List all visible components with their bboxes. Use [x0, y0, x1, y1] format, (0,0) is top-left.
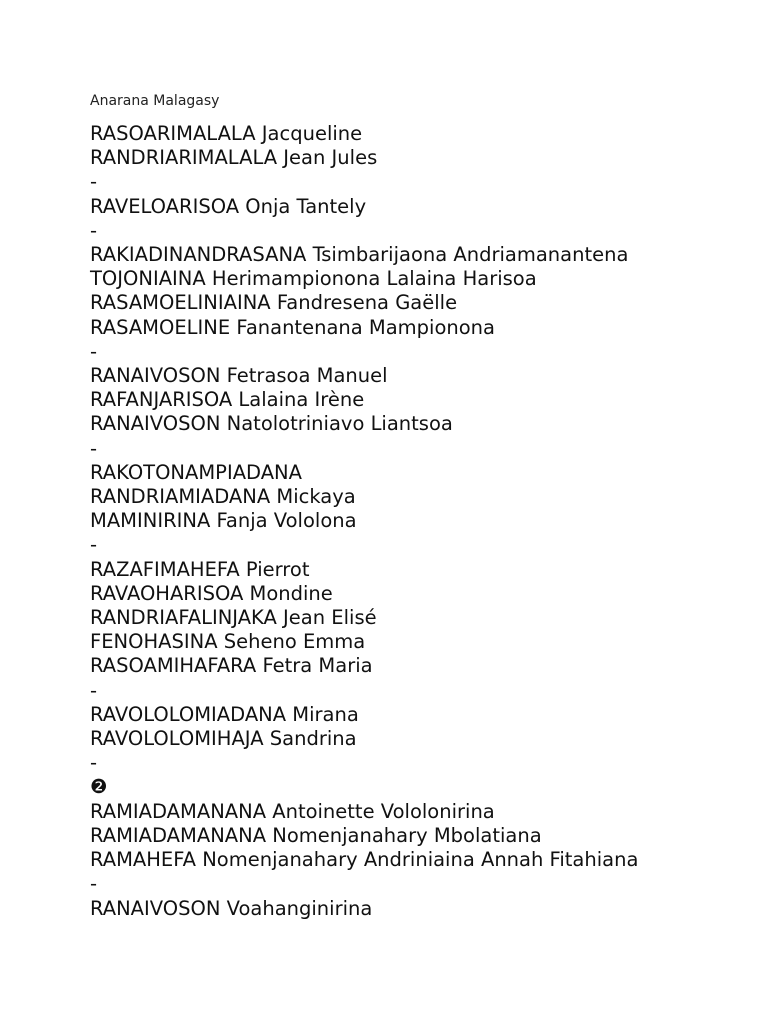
document-title: Anarana Malagasy [90, 93, 220, 109]
separator-line: - [90, 678, 98, 702]
name-line: RAZAFIMAHEFA Pierrot [90, 557, 310, 581]
name-line: RASAMOELINE Fanantenana Mampionona [90, 315, 495, 339]
separator-line: - [90, 218, 98, 242]
name-line: RAVELOARISOA Onja Tantely [90, 194, 367, 218]
name-line: RASAMOELINIAINA Fandresena Gaëlle [90, 291, 458, 315]
name-line: RANDRIARIMALALA Jean Jules [90, 146, 378, 170]
name-line: RASOARIMALALA Jacqueline [90, 122, 363, 145]
name-line: RAMIADAMANANA Nomenjanahary Mbolatiana [90, 823, 542, 847]
name-line: RANAIVOSON Natolotriniavo Liantsoa [90, 412, 453, 436]
separator-line: - [90, 751, 98, 775]
separator-line: - [90, 170, 98, 194]
name-list [90, 122, 750, 921]
name-line: RASOAMIHAFARA Fetra Maria [90, 654, 373, 678]
document-page [90, 92, 750, 921]
name-line: RAFANJARISOA Lalaina Irène [90, 388, 365, 412]
name-line: FENOHASINA Seheno Emma [90, 630, 366, 654]
name-line: RAMIADAMANANA Antoinette Vololonirina [90, 799, 495, 823]
separator-line: - [90, 436, 98, 460]
name-line: TOJONIAINA Herimampionona Lalaina Harisoa [90, 267, 537, 291]
name-line: RAKIADINANDRASANA Tsimbarijaona Andriamanantena [90, 243, 629, 267]
name-line: RANAIVOSON Voahanginirina [90, 896, 373, 920]
name-line: RAVOLOLOMIADANA Mirana [90, 702, 359, 726]
separator-line: - [90, 533, 98, 557]
name-line: RAVOLOLOMIHAJA Sandrina [90, 727, 357, 751]
name-line: RAKOTONAMPIADANA [90, 460, 302, 484]
separator-line: - [90, 339, 98, 363]
name-line: RAVAOHARISOA Mondine [90, 581, 333, 605]
name-line: ❷ [90, 775, 108, 799]
name-line: RANAIVOSON Fetrasoa Manuel [90, 364, 388, 388]
name-line: RAMAHEFA Nomenjanahary Andriniaina Annah Fitahiana [90, 848, 639, 872]
name-line: MAMINIRINA Fanja Vololona [90, 509, 357, 533]
separator-line: - [90, 872, 98, 896]
name-line: RANDRIAMIADANA Mickaya [90, 485, 356, 509]
name-line: RANDRIAFALINJAKA Jean Elisé [90, 606, 377, 630]
